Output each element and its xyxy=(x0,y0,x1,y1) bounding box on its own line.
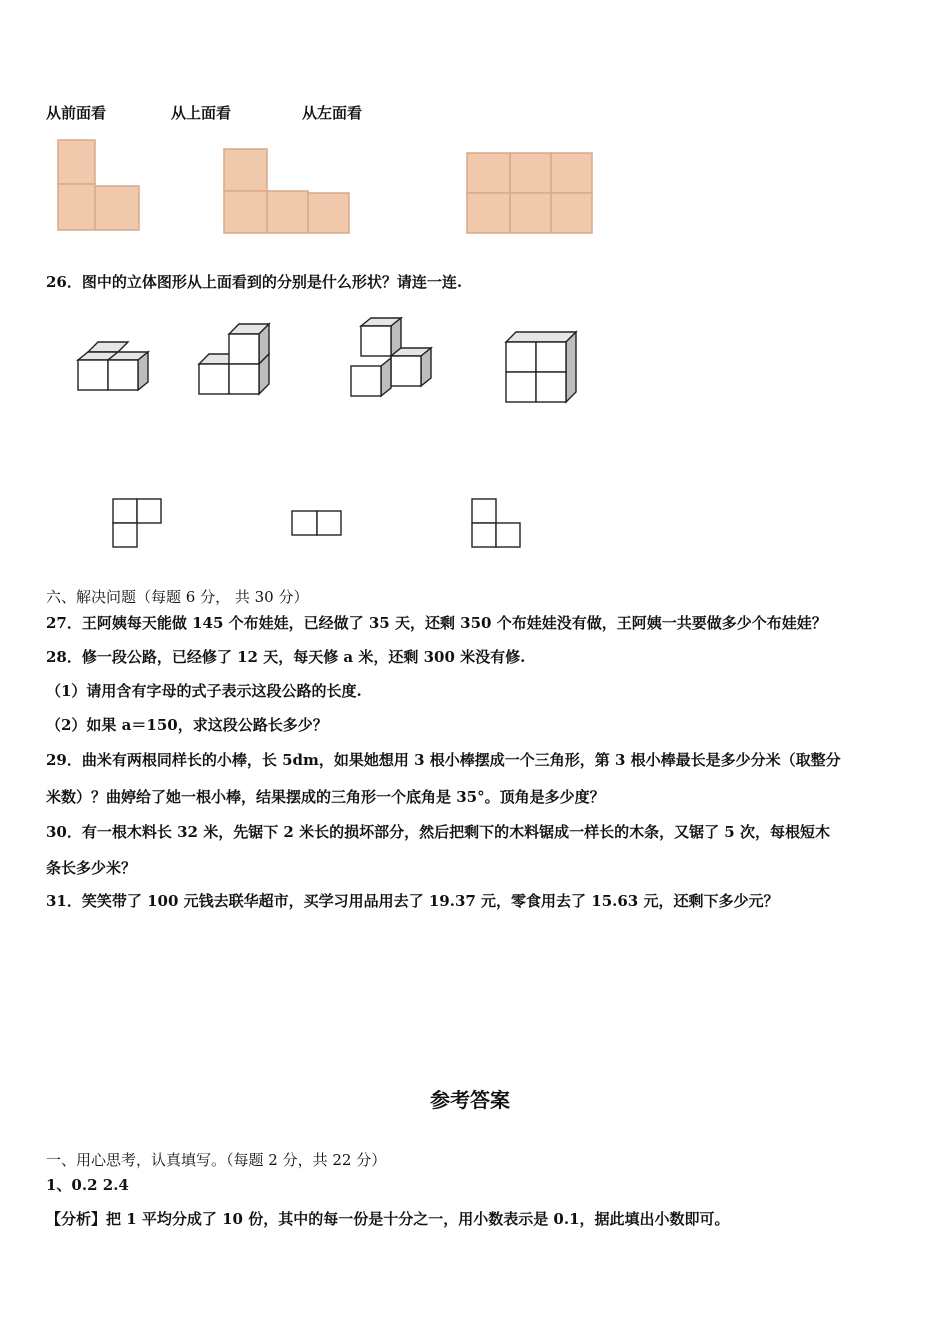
question-29-line-1: 29．曲米有两根同样长的小棒，长 5dm，如果她想用 3 根小棒摆成一个三角形，第 3 根小棒最长是多少分米（取整分 xyxy=(46,751,841,769)
view-label-top: 从上面看 xyxy=(171,104,232,122)
top-view-figure xyxy=(224,149,349,233)
solid-figure-1 xyxy=(78,342,148,390)
shape-option-1[interactable] xyxy=(113,499,161,547)
shape-option-2[interactable] xyxy=(292,511,341,535)
shape-option-3[interactable] xyxy=(472,499,520,547)
question-30-line-2: 条长多少米？ xyxy=(46,859,137,877)
question-28-part-1: （1）请用含有字母的式子表示这段公路的长度. xyxy=(46,682,362,700)
front-view-figure xyxy=(58,140,139,230)
question-30-line-1: 30．有一根木料长 32 米，先锯下 2 米长的损坏部分，然后把剩下的木料锯成一样长的木条，又锯了 5 次，每根短木 xyxy=(46,823,830,841)
solid-figure-4 xyxy=(506,332,576,402)
solid-figure-2 xyxy=(199,324,269,394)
question-28: 28．修一段公路，已经修了 12 天，每天修 a 米，还剩 300 米没有修. xyxy=(46,648,526,666)
view-label-front: 从前面看 xyxy=(46,104,107,122)
answers-section-1-heading: 一、用心思考，认真填写。（每题 2 分，共 22 分） xyxy=(46,1151,387,1169)
answer-1: 1、0.2 2.4 xyxy=(46,1176,129,1194)
question-29-line-2: 米数）？曲婷给了她一根小棒，结果摆成的三角形一个底角是 35°。顶角是多少度？ xyxy=(46,788,605,806)
left-view-figure xyxy=(467,153,592,233)
question-27: 27．王阿姨每天能做 145 个布娃娃，已经做了 35 天，还剩 350 个布娃娃没有做，王阿姨一共要做多少个布娃娃？ xyxy=(46,614,827,632)
solid-figure-3 xyxy=(351,318,431,396)
section-6-heading: 六、解决问题（每题 6 分， 共 30 分） xyxy=(46,588,309,606)
question-31: 31．笑笑带了 100 元钱去联华超市，买学习用品用去了 19.37 元，零食用去了 15.63 元，还剩下多少元？ xyxy=(46,892,779,910)
question-28-part-2: （2）如果 a＝150，求这段公路长多少？ xyxy=(46,716,328,734)
answers-title: 参考答案 xyxy=(430,1088,510,1112)
question-26: 26．图中的立体图形从上面看到的分别是什么形状？请连一连. xyxy=(46,273,463,291)
view-label-left: 从左面看 xyxy=(302,104,363,122)
analysis-1: 【分析】把 1 平均分成了 10 份，其中的每一份是十分之一，用小数表示是 0.1，据此填出小数即可。 xyxy=(46,1210,730,1228)
